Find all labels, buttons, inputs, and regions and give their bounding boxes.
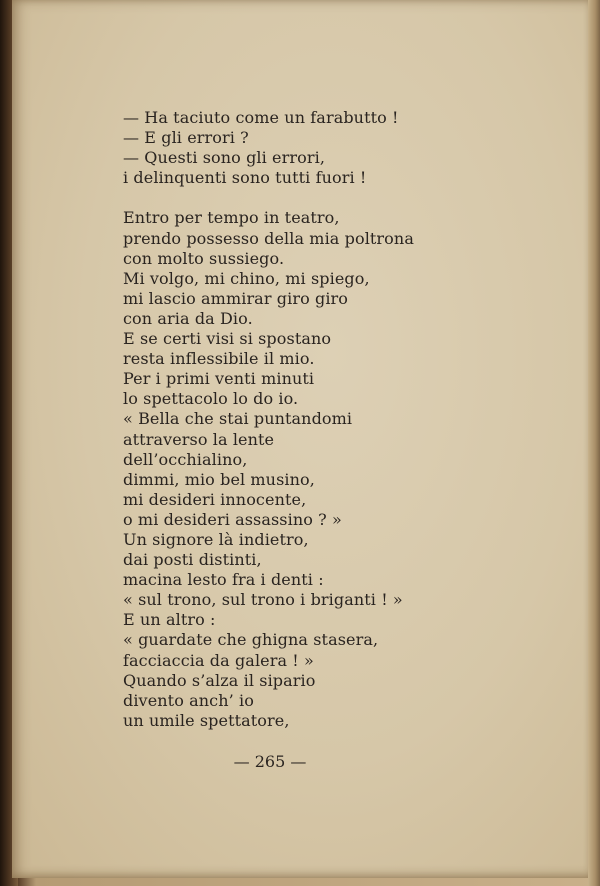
poem-line: resta inflessibile il mio. [123,349,315,369]
poem-line: Mi volgo, mi chino, mi spiego, [123,268,370,288]
poem-line: Quando s’alza il sipario [123,670,316,690]
page-edge [588,0,600,886]
poem-line: Un signore là indietro, [123,529,309,549]
poem-line: prendo possesso della mia poltrona [123,228,414,248]
stanza-break [123,188,423,208]
poem-line: facciaccia da galera ! » [123,650,314,670]
poem-line: « guardate che ghigna stasera, [123,630,379,650]
poem-line: o mi desideri assassino ? » [123,509,342,529]
poem-line: con molto sussiego. [123,248,285,268]
poem-line: E un altro : [123,610,216,630]
poem-line: dimmi, mio bel musino, [123,469,315,489]
poem-line: « sul trono, sul trono i briganti ! » [123,590,403,610]
poem-line: lo spettacolo lo do io. [123,389,299,409]
poem-line: Entro per tempo in teatro, [123,208,340,228]
poem-line: dai posti distinti, [123,550,262,570]
poem-line: un umile spettatore, [123,710,290,730]
poem-line: Per i primi venti minuti [123,369,315,389]
poem-line: dell’occhialino, [123,449,248,469]
poem-line: mi desideri innocente, [123,489,307,509]
poem-line: macina lesto fra i denti : [123,570,324,590]
poem-line: « Bella che stai puntandomi [123,409,353,429]
poem-line: con aria da Dio. [123,308,253,328]
poem-line: attraverso la lente [123,429,275,449]
poem-line: E se certi visi si spostano [123,329,332,349]
poem-line: — Ha taciuto come un farabutto ! [123,108,399,127]
poem-line: — E gli errori ? [123,128,249,148]
poem-line: mi lascio ammirar giro giro [123,288,349,308]
poem-text [123,108,423,731]
poem-line: — Questi sono gli errori, [123,148,325,168]
poem-line: i delinquenti sono tutti fuori ! [123,168,367,188]
poem-line: divento anch’ io [123,690,254,710]
page-number: — 265 — [233,752,307,771]
